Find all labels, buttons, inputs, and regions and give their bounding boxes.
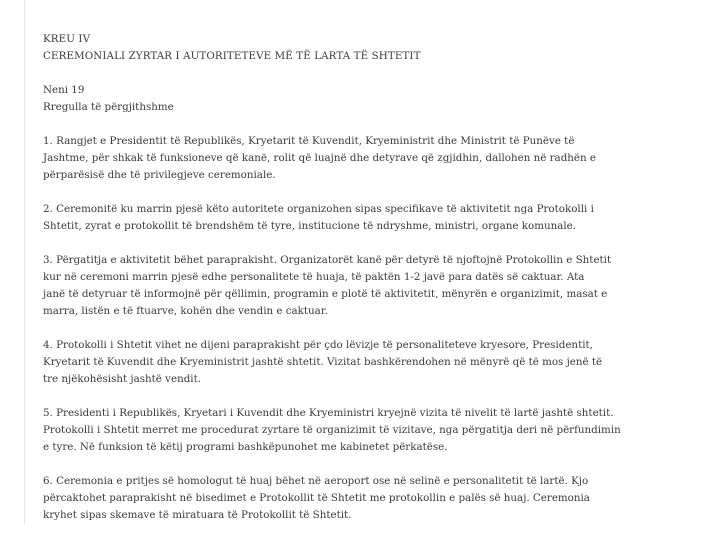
- paragraph-line: tre njëkohësisht jashtë vendit.: [43, 373, 202, 385]
- document-content: [43, 31, 683, 541]
- paragraph-line: 3. Përgatitja e aktivitetit bëhet paraprakisht. Organizatorët kanë për detyrë të njoftojnë Protokollin e Shtetit: [43, 254, 612, 266]
- chapter-label: KREU IV: [43, 33, 91, 45]
- paragraph-6: [43, 473, 683, 524]
- paragraph-line: 6. Ceremonia e pritjes së homologut të huaj bëhet në aeroport ose në selinë e personalitetit të lartë. Kjo: [43, 475, 589, 487]
- left-margin-rule: [24, 0, 25, 524]
- paragraph-line: kryhet sipas skemave të miratuara të Protokollit të Shtetit.: [43, 509, 352, 521]
- paragraph-line: përparësisë dhe të privilegjeve ceremoniale.: [43, 169, 276, 181]
- chapter-header: [43, 31, 683, 65]
- chapter-heading: CEREMONIALI ZYRTAR I AUTORITETEVE MË TË LARTA TË SHTETIT: [43, 50, 421, 62]
- article-title: Rregulla të përgjithshme: [43, 101, 174, 113]
- paragraph-line: 5. Presidenti i Republikës, Kryetari i Kuvendit dhe Kryeministri kryejnë vizita të nivelit të lartë jashtë shtetit.: [43, 407, 614, 419]
- paragraph-4: [43, 337, 683, 388]
- paragraph-line: Jashtme, për shkak të funksioneve që kanë, rolit që luajnë dhe detyrave që zgjidhin, dallohen në radhën e: [43, 152, 597, 164]
- paragraph-line: 4. Protokolli i Shtetit vihet ne dijeni paraprakisht për çdo lëvizje të personaliteteve kryesore, Presidentit,: [43, 339, 593, 351]
- article-header: [43, 82, 683, 116]
- paragraph-line: Kryetarit të Kuvendit dhe Kryeministrit jashtë shtetit. Vizitat bashkërendohen në mënyrë që të mos jenë të: [43, 356, 603, 368]
- paragraph-line: Protokolli i Shtetit merret me procedurat zyrtare të organizimit të vizitave, nga përgatitja deri në përfundimin: [43, 424, 621, 436]
- paragraph-line: marra, listën e të ftuarve, kohën dhe vendin e caktuar.: [43, 305, 328, 317]
- paragraph-line: kur në ceremoni marrin pjesë edhe personalitete të huaja, të paktën 1-2 javë para datës së caktuar. Ata: [43, 271, 585, 283]
- paragraph-line: e tyre. Në funksion të këtij programi bashkëpunohet me kabinetet përkatëse.: [43, 441, 448, 453]
- paragraph-1: [43, 133, 683, 184]
- article-number: Neni 19: [43, 84, 85, 96]
- paragraph-2: [43, 201, 683, 235]
- paragraph-line: 2. Ceremonitë ku marrin pjesë këto autoritete organizohen sipas specifikave të aktivitetit nga Protokolli i: [43, 203, 594, 215]
- paragraph-5: [43, 405, 683, 456]
- paragraph-line: përcaktohet paraprakisht në bisedimet e Protokollit të Shtetit me protokollin e palës së huaj. Ceremonia: [43, 492, 590, 504]
- paragraph-3: [43, 252, 683, 320]
- paragraph-line: Shtetit, zyrat e protokollit të brendshëm të tyre, institucione të ndryshme, ministri, organe komunale.: [43, 220, 577, 232]
- paragraph-line: 1. Rangjet e Presidentit të Republikës, Kryetarit të Kuvendit, Kryeministrit dhe Ministrit të Punëve të: [43, 135, 575, 147]
- paragraph-line: janë të detyruar të informojnë për qëllimin, programin e plotë të aktivitetit, mënyrën e organizimit, masat e: [43, 288, 608, 300]
